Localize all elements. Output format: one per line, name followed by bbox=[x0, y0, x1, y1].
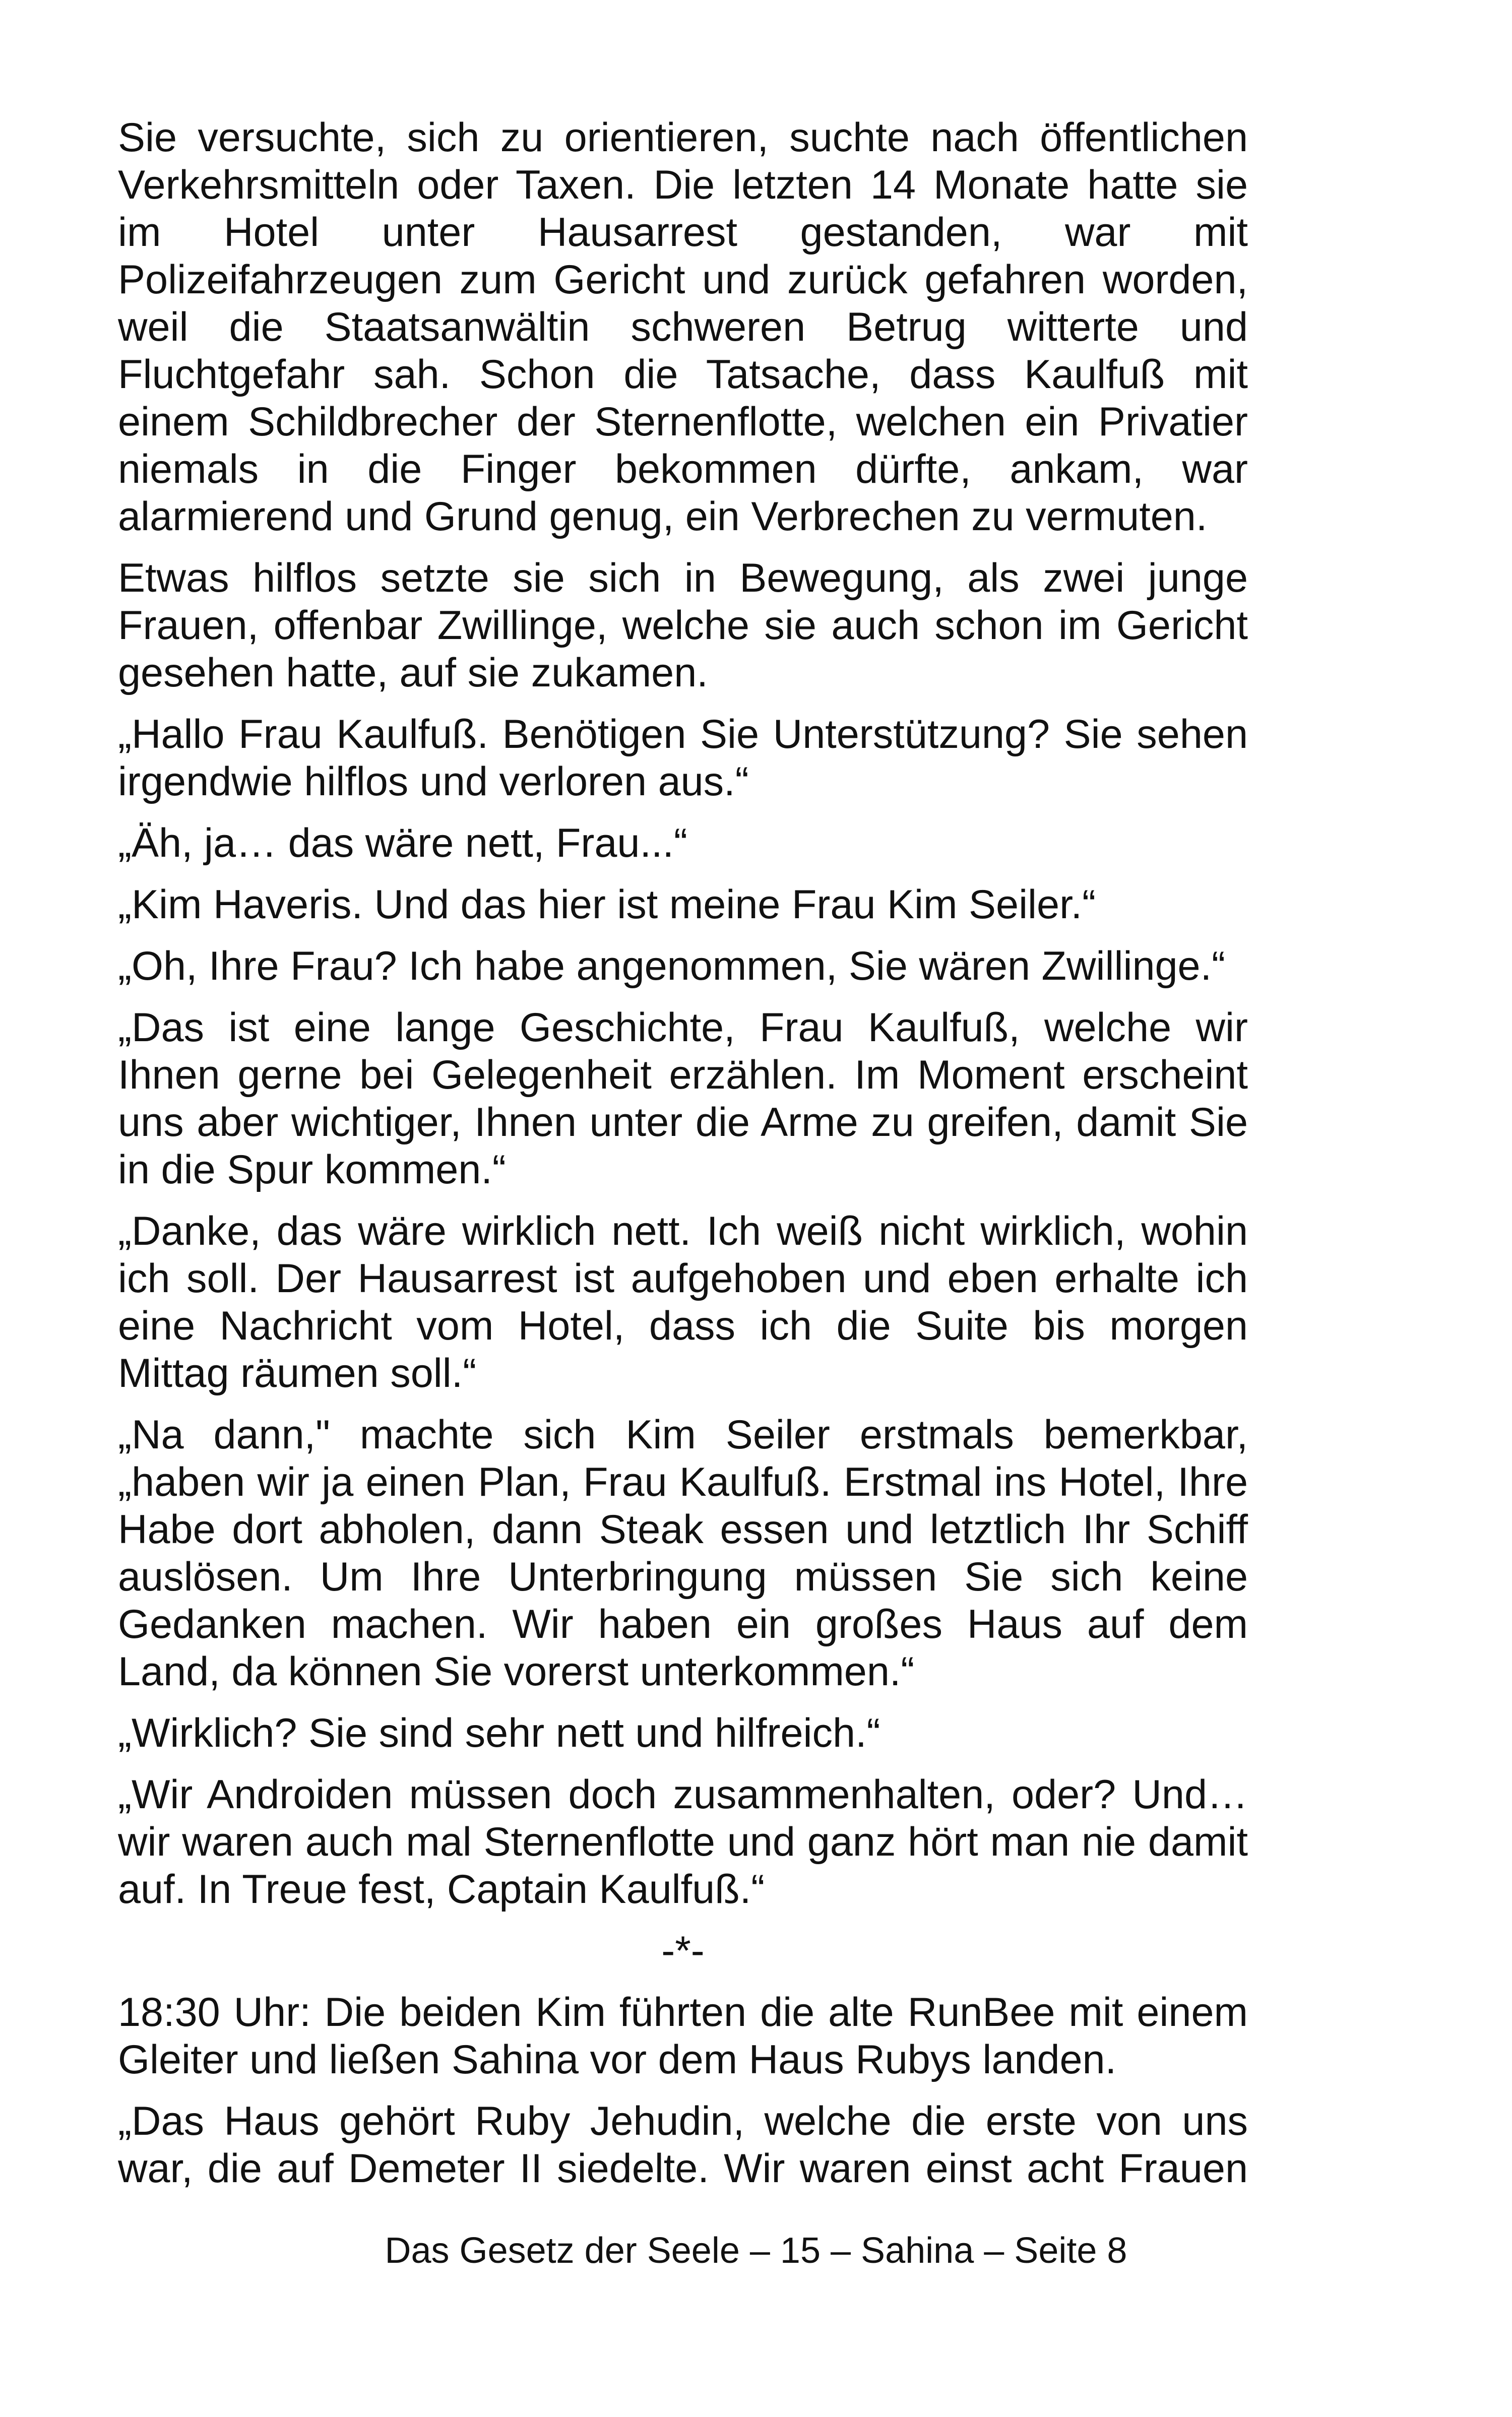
paragraph: „Das ist eine lange Geschichte, Frau Kaulfuß, welche wir Ihnen gerne bei Gelegenheit erzählen. Im Moment erscheint uns aber wichtiger, Ihnen unter die Arme zu greifen, damit Sie in die Spur kommen.“ bbox=[118, 1005, 1248, 1192]
paragraph: „Wir Androiden müssen doch zusammenhalten, oder? Und… wir waren auch mal Sternenflotte und ganz hört man nie damit auf. In Treue fest, Captain Kaulfuß.“ bbox=[118, 1772, 1248, 1912]
paragraph: Sie versuchte, sich zu orientieren, suchte nach öffentlichen Verkehrsmitteln oder Taxen. Die letzten 14 Monate hatte sie im Hotel unter Hausarrest gestanden, war mit Polizeifahrzeugen zum Gericht und zurück gefahren worden, weil die Staatsanwältin schweren Betrug witterte und Fluchtgefahr sah. Schon die Tatsache, dass Kaulfuß mit einem Schildbrecher der Sternenflotte, welchen ein Privatier niemals in die Finger bekommen dürfte, ankam, war alarmierend und Grund genug, ein Verbrechen zu vermuten. bbox=[118, 115, 1248, 539]
page-footer: Das Gesetz der Seele – 15 – Sahina – Seite 8 bbox=[385, 2231, 1127, 2271]
paragraph: „Hallo Frau Kaulfuß. Benötigen Sie Unterstützung? Sie sehen irgendwie hilflos und verloren aus.“ bbox=[118, 712, 1248, 804]
body-text bbox=[118, 114, 1248, 2206]
paragraph: „Danke, das wäre wirklich nett. Ich weiß nicht wirklich, wohin ich soll. Der Hausarrest ist aufgehoben und eben erhalte ich eine Nachricht vom Hotel, dass ich die Suite bis morgen Mittag räumen soll.“ bbox=[118, 1208, 1248, 1396]
paragraph: „Oh, Ihre Frau? Ich habe angenommen, Sie wären Zwillinge.“ bbox=[118, 943, 1226, 989]
paragraph: „Äh, ja… das wäre nett, Frau...“ bbox=[118, 820, 687, 866]
paragraph: „Na dann," machte sich Kim Seiler erstmals bemerkbar, „haben wir ja einen Plan, Frau Kaulfuß. Erstmal ins Hotel, Ihre Habe dort abholen, dann Steak essen und letztlich Ihr Schiff auslösen. Um Ihre Unterbringung müssen Sie sich keine Gedanken machen. Wir haben ein großes Haus auf dem Land, da können Sie vorerst unterkommen.“ bbox=[118, 1412, 1248, 1694]
paragraph: „Das Haus gehört Ruby Jehudin, welche die erste von uns war, die auf Demeter II siedelte. Wir waren einst acht Frauen bbox=[118, 2098, 1248, 2191]
paragraph: „Wirklich? Sie sind sehr nett und hilfreich.“ bbox=[118, 1710, 880, 1756]
paragraph: 18:30 Uhr: Die beiden Kim führten die alte RunBee mit einem Gleiter und ließen Sahina vor dem Haus Rubys landen. bbox=[118, 1990, 1248, 2082]
scene-separator: -*- bbox=[661, 1928, 705, 1974]
paragraph: Etwas hilflos setzte sie sich in Bewegung, als zwei junge Frauen, offenbar Zwillinge, welche sie auch schon im Gericht gesehen hatte, auf sie zukamen. bbox=[118, 555, 1248, 695]
paragraph: „Kim Haveris. Und das hier ist meine Frau Kim Seiler.“ bbox=[118, 882, 1096, 927]
